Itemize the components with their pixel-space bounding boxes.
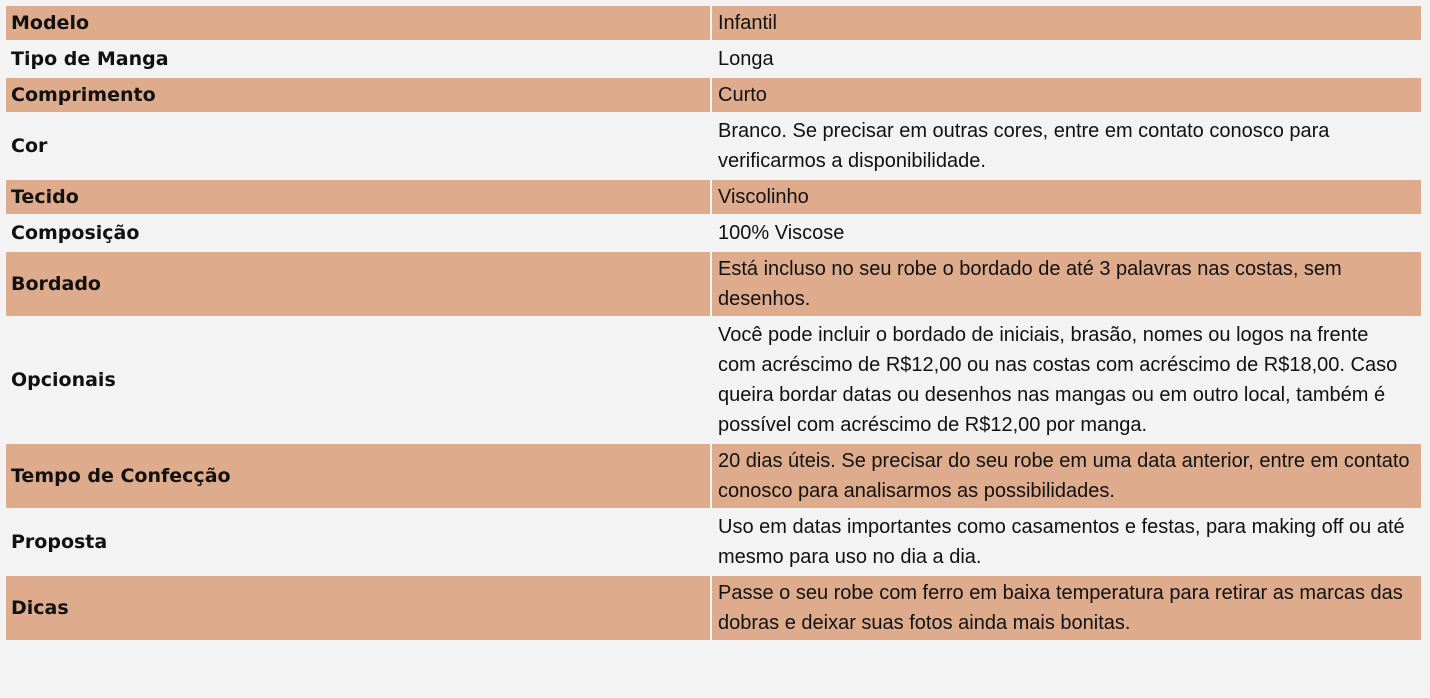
spec-value: Branco. Se precisar em outras cores, entre em contato conosco para verificarmos a disponibilidade. [718, 120, 1330, 172]
spec-value: Viscolinho [712, 180, 1421, 214]
spec-label: Proposta [6, 510, 712, 574]
spec-table-body [6, 6, 1421, 640]
spec-label: Opcionais [6, 318, 712, 442]
spec-value: Passe o seu robe com ferro em baixa temperatura para retirar as marcas das dobras e deixar suas fotos ainda mais bonitas. [712, 576, 1421, 640]
spec-row-modelo [6, 6, 1421, 40]
spec-label: Tempo de Confecção [6, 444, 712, 508]
spec-row-opcionais [6, 318, 1421, 442]
spec-row-composicao [6, 216, 1421, 250]
spec-label: Tecido [6, 180, 712, 214]
spec-label: Tipo de Manga [6, 42, 712, 76]
spec-value: Uso em datas importantes como casamentos e festas, para making off ou até mesmo para uso no dia a dia. [718, 516, 1405, 568]
spec-row-tipo-de-manga [6, 42, 1421, 76]
spec-row-bordado [6, 252, 1421, 316]
spec-label: Comprimento [6, 78, 712, 112]
spec-row-proposta [6, 510, 1421, 574]
spec-label: Dicas [6, 576, 712, 640]
spec-label: Composição [6, 216, 712, 250]
spec-row-dicas [6, 576, 1421, 640]
spec-value: 100% Viscose [718, 222, 845, 244]
spec-value: 20 dias úteis. Se precisar do seu robe em uma data anterior, entre em contato conosco para analisarmos as possibilidades. [712, 444, 1421, 508]
spec-row-cor [6, 114, 1421, 178]
spec-row-tecido [6, 180, 1421, 214]
spec-value: Está incluso no seu robe o bordado de até 3 palavras nas costas, sem desenhos. [712, 252, 1421, 316]
spec-value: Curto [712, 78, 1421, 112]
spec-label: Bordado [6, 252, 712, 316]
spec-value: Infantil [712, 6, 1421, 40]
spec-value: Longa [718, 48, 774, 70]
spec-label: Cor [6, 114, 712, 178]
spec-row-tempo-de-confeccao [6, 444, 1421, 508]
spec-row-comprimento [6, 78, 1421, 112]
spec-value: Você pode incluir o bordado de iniciais, brasão, nomes ou logos na frente com acréscimo de R$12,00 ou nas costas com acréscimo de R$18,00. Caso queira bordar datas ou desenhos nas mangas ou em outro local, também é possível com acréscimo de R$12,00 por manga. [718, 324, 1398, 436]
product-spec-table [6, 4, 1421, 642]
spec-label: Modelo [6, 6, 712, 40]
